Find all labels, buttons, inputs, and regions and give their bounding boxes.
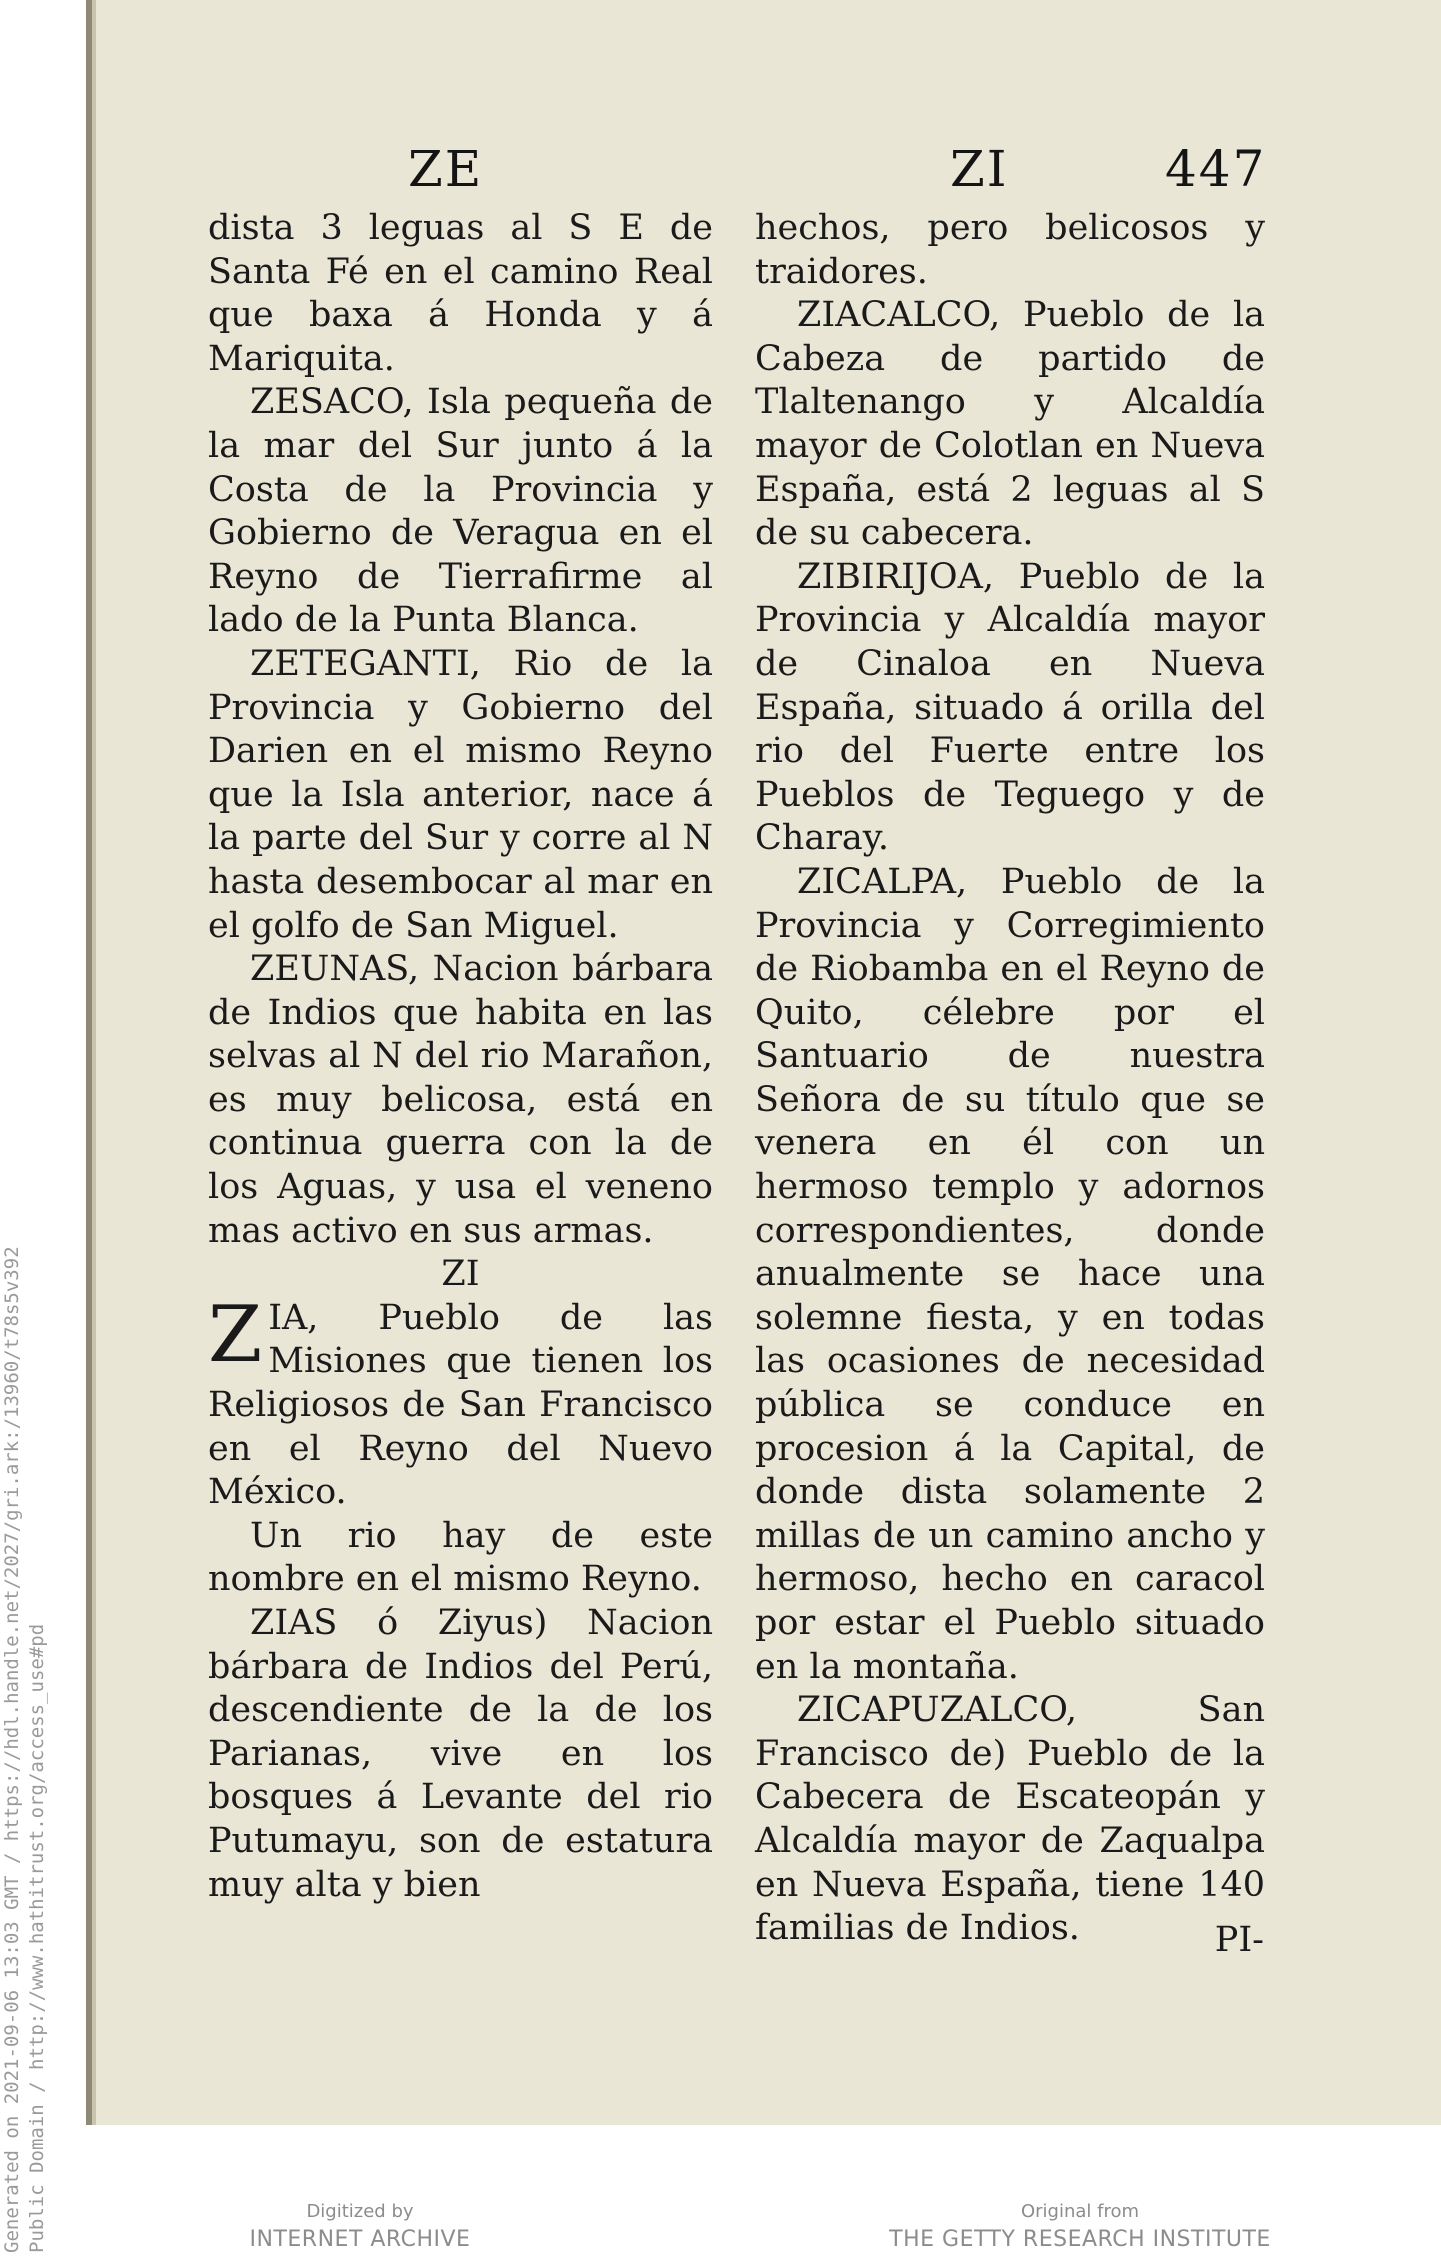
running-head-right: ZI xyxy=(950,140,1009,198)
entry-ziacalco: ZIACALCO, Pueblo de la Cabeza de partido de Tlaltenango y Alcaldía mayor de Colotlan en Nueva España, está 2 leguas al S de su cabecera. xyxy=(755,295,1265,554)
entry-zia-text: IA, Pueblo de las Misiones que tienen los Religiosos de San Francisco en el Reyno del Nuevo México. xyxy=(208,1297,713,1513)
running-head-left: ZE xyxy=(408,140,484,198)
drop-cap: Z xyxy=(208,1289,263,1380)
entry-zias: ZIAS ó Ziyus) Nacion bárbara de Indios del Perú, descendiente de la de los Parianas, vive en los bosques á Levante del rio Putumayu, son de estatura muy alta y bien xyxy=(208,1603,713,1905)
footer-digitized xyxy=(210,2200,510,2256)
entry-zicalpa: ZICALPA, Pueblo de la Provincia y Corregimiento de Riobamba en el Reyno de Quito, célebre por el Santuario de nuestra Señora de su título que se venera en él con un hermoso templo y adornos correspondientes, donde anualmente se hace una solemne fiesta, y en todas las ocasiones de necesidad pública se conduce en procesion á la Capital, de donde dista solamente 2 millas de un camino ancho y hermoso, hecho en caracol por estar el Pueblo situado en la montaña. xyxy=(755,861,1265,1687)
entry-zeunas: ZEUNAS, Nacion bárbara de Indios que habita en las selvas al N del rio Marañon, es muy belicosa, está en continua guerra con la de los Aguas, y usa el veneno mas activo en sus armas. xyxy=(208,949,713,1251)
right-column xyxy=(755,207,1265,1951)
footer-digitized-label: Digitized by xyxy=(306,2201,414,2222)
left-column xyxy=(208,207,713,1907)
footer-original-source: THE GETTY RESEARCH INSTITUTE xyxy=(889,2227,1271,2252)
entry-text: dista 3 leguas al S E de Santa Fé en el camino Real que baxa á Honda y á Mariquita. xyxy=(208,208,713,379)
footer-original-label: Original from xyxy=(1020,2201,1140,2222)
watermark-line-1: Generated on 2021-09-06 13:03 GMT / https://hdl.handle.net/2027/gri.ark:/13960/t78s5v392 xyxy=(1,1246,23,2253)
entry-zia-rio: Un rio hay de este nombre en el mismo Reyno. xyxy=(208,1515,713,1600)
access-watermark xyxy=(0,1103,50,2255)
section-heading: ZI xyxy=(441,1254,480,1295)
footer-original xyxy=(870,2200,1290,2256)
entry-zibirijoa: ZIBIRIJOA, Pueblo de la Provincia y Alcaldía mayor de Cinaloa en Nueva España, situado á orilla del rio del Fuerte entre los Pueblos de Teguego y de Charay. xyxy=(755,556,1265,859)
entry-zesaco: ZESACO, Isla pequeña de la mar del Sur junto á la Costa de la Provincia y Gobierno de Veragua en el Reyno de Tierrafirme al lado de la Punta Blanca. xyxy=(208,382,713,641)
page-number: 447 xyxy=(1165,140,1267,198)
watermark-line-2: Public Domain / http://www.hathitrust.org/access_use#pd xyxy=(26,1623,48,2253)
page-gutter xyxy=(86,0,92,2125)
catchword: PI- xyxy=(1214,1920,1264,1960)
footer-digitizer-name: INTERNET ARCHIVE xyxy=(249,2227,471,2252)
entry-zia xyxy=(208,1289,713,1515)
entry-text: hechos, pero belicosos y traidores. xyxy=(755,208,1265,292)
entry-zeteganti: ZETEGANTI, Rio de la Provincia y Gobierno del Darien en el mismo Reyno que la Isla anterior, nace á la parte del Sur y corre al N hasta desembocar al mar en el golfo de San Miguel. xyxy=(208,643,713,946)
entry-zicapuzalco: ZICAPUZALCO, San Francisco de) Pueblo de la Cabecera de Escateopán y Alcaldía mayor de Zaqualpa en Nueva España, tiene 140 familias de Indios. xyxy=(755,1690,1265,1949)
